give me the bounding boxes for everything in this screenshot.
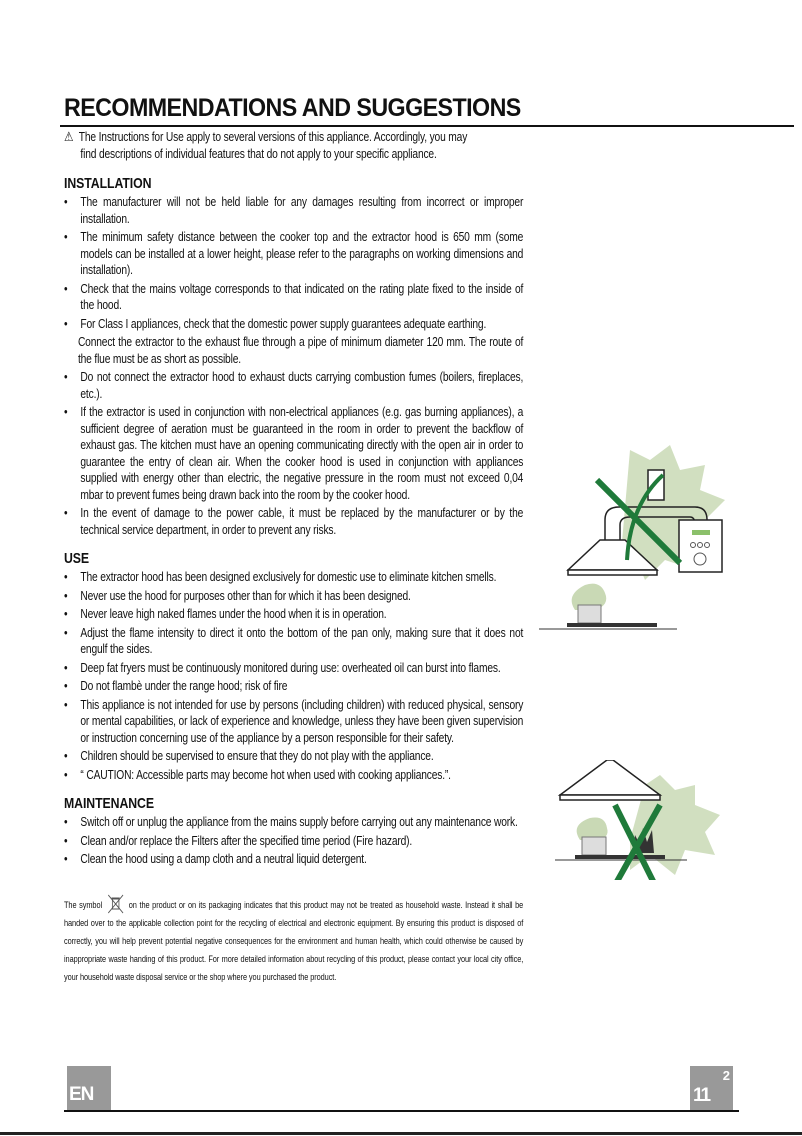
list-item: • In the event of damage to the power cable, it must be replaced by the manufacturer or by the technical service department, in order to prevent any risks. [64,506,524,537]
warning-triangle-icon: ⚠ [64,129,74,144]
language-badge: EN [67,1066,111,1110]
page-number: 11 2 [690,1066,733,1110]
hood-icon [560,760,660,795]
list-item: • Never use the hood for purposes other than for which it has been designed. [64,588,411,603]
list-item: • Switch off or unplug the appliance from the mains supply before carrying out any maintenance work. [64,815,518,829]
footer-divider [64,1110,739,1112]
boiler-icon [679,520,722,572]
maintenance-heading: MAINTENANCE [64,795,154,812]
crossed-bin-icon [105,894,126,914]
page-bottom-border [0,1132,802,1135]
list-item: Connect the extractor to the exhaust flue through a pipe of minimum diameter 120 mm. The route of the flue must be as short as possible. [77,335,524,366]
pot-icon [582,837,606,855]
installation-heading: INSTALLATION [64,175,152,192]
intro-line-2: find descriptions of individual features that do not apply to your specific appliance. [80,147,437,161]
list-item: • Do not flambè under the range hood; risk of fire [64,679,288,693]
list-item: • The minimum safety distance between the cooker top and the extractor hood is 650 mm (some models can be installed at a lower height, please refer to the paragraphs on working dimensions and installation). [64,230,524,277]
main-column [64,128,523,986]
list-item: • Children should be supervised to ensure that they do not play with the appliance. [64,749,434,763]
list-item: • “ CAUTION: Accessible parts may become hot when used with cooking appliances.”. [64,767,451,782]
intro-note [64,128,523,163]
installation-section [64,175,523,538]
list-item: • If the extractor is used in conjunction with non-electrical appliances (e.g. gas burning appliances), a sufficient degree of aeration must be guaranteed in the room in order to prevent the backflow of exhaust gas. The kitchen must have an opening communicating directly with the open air in order to guarantee the entry of clean air. When the cooker hood is used in conjunction with appliances supplied with energy other than electric, the negative pressure in the room must not exceed 0,04 mbar to prevent fumes being drawn back into the room by the cooker hood. [64,405,524,502]
maintenance-section [64,795,523,868]
list-item: • The extractor hood has been designed exclusively for domestic use to eliminate kitchen smells. [64,570,497,584]
list-item: • Adjust the flame intensity to direct it onto the bottom of the pan only, making sure that it does not engulf the sides. [64,625,524,656]
list-item: • Never leave high naked flames under the hood when it is in operation. [64,607,387,621]
list-item: • Check that the mains voltage corresponds to that indicated on the rating plate fixed to the inside of the hood. [64,281,524,312]
list-item: • Clean and/or replace the Filters after the specified time period (Fire hazard). [64,833,413,848]
use-section [64,550,523,783]
list-item: • This appliance is not intended for use by persons (including children) with reduced physical, sensory or mental capabilities, or lack of experience and knowledge, unless they have been given supervision or instruction concerning use of the appliance by a person responsible for their safety. [64,697,524,745]
list-item: • Clean the hood using a damp cloth and a neutral liquid detergent. [64,852,367,866]
disposal-notice: The symbol on the product or on its packaging indicates that this product may not be treated as household waste. Instead it shall be handed over to the applicable collection point for the recycling of electrical and electronic equipment. By ensuring this product is disposed of correctly, you will help prevent potential negative consequences for the environment and human health, which could otherwise be caused by inappropriate waste handing of this product. For more detailed information about recycling of this product, please contact your local city office, your household waste disposal service or the shop where you purchased the product. [64,894,523,986]
list-item: • The manufacturer will not be held liable for any damages resulting from incorrect or improper installation. [64,195,524,226]
use-heading: USE [64,550,90,567]
intro-line-1: The Instructions for Use apply to several versions of this appliance. Accordingly, you may [78,130,468,144]
pot-icon [578,605,601,623]
title-divider [60,125,794,127]
list-item: • Do not connect the extractor hood to exhaust ducts carrying combustion fumes (boilers, fireplaces, etc.). [64,370,524,401]
page-title: RECOMMENDATIONS AND SUGGESTIONS [64,94,521,122]
list-item: • Deep fat fryers must be continuously monitored during use: overheated oil can burst into flames. [64,660,501,675]
illustration-no-shared-flue [535,445,735,635]
list-item: • For Class I appliances, check that the domestic power supply guarantees adequate earthing. [64,316,487,331]
illustration-no-naked-flames [535,760,735,880]
